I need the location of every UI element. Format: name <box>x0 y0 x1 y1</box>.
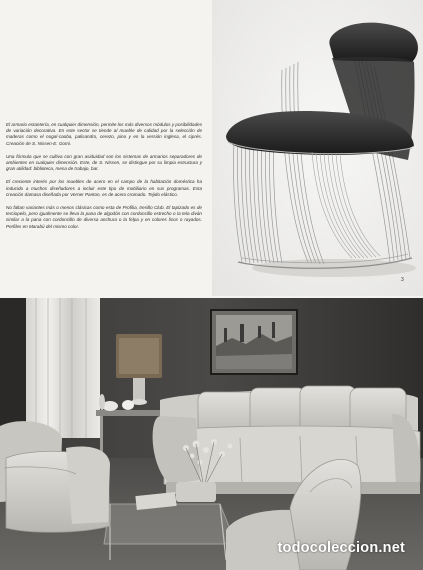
paragraph-club-sofa: No faltan variantes más o menos clásicas como esta de Profilia, tresillo Club. El tapizado es de terciopelo, pero igualmente se lleva la pana de algodón con cordoncillo estrecho o la tela diván similar a la pana con cordoncillo de diversa anchura o la felpa y en colores lisos o rayados. Perfiles en Marabú del mismo color. <box>6 205 202 229</box>
paragraph-wardrobe: El armario estantería, en cualquier dimensión, permite los más diversos módulos y posibilidades de variación decorativa. En este sector se tiende al mueble de calidad por la selección de maderas como el nogal-caoba, palisandro, cerezo, pino y en la versión inglesa, el ciprés. Creación de S. Nissen-E. Gomi. <box>6 122 202 146</box>
watermark-suffix: net <box>382 540 405 556</box>
page-number: 3 <box>401 277 404 283</box>
watermark-brand: todocoleccion <box>277 540 379 556</box>
article-text <box>6 122 202 237</box>
living-room-photo <box>0 298 423 570</box>
paragraph-steel-furniture: El creciente interés por los muebles de acero en el campo de la habitación doméstica ha inducido a muchos diseñadores a incluir este tipo de mobiliario en sus programas. Esta creación damasa diseñada por Verner Panton, es de acero cromado. Tejido elástico. <box>6 179 202 197</box>
steel-chair-photo <box>212 0 423 296</box>
paragraph-room-dividers: Una fórmula que se cultiva con gran asiduidad son los sistemas de armarios separadores de ambientes en cualquier dimensión. Este, de S. Nissen, se distingue por su limpia estructura y gran utilidad: biblioteca, mesa de trabajo, bar. <box>6 153 202 172</box>
watermark: todocoleccion.net <box>277 540 405 556</box>
